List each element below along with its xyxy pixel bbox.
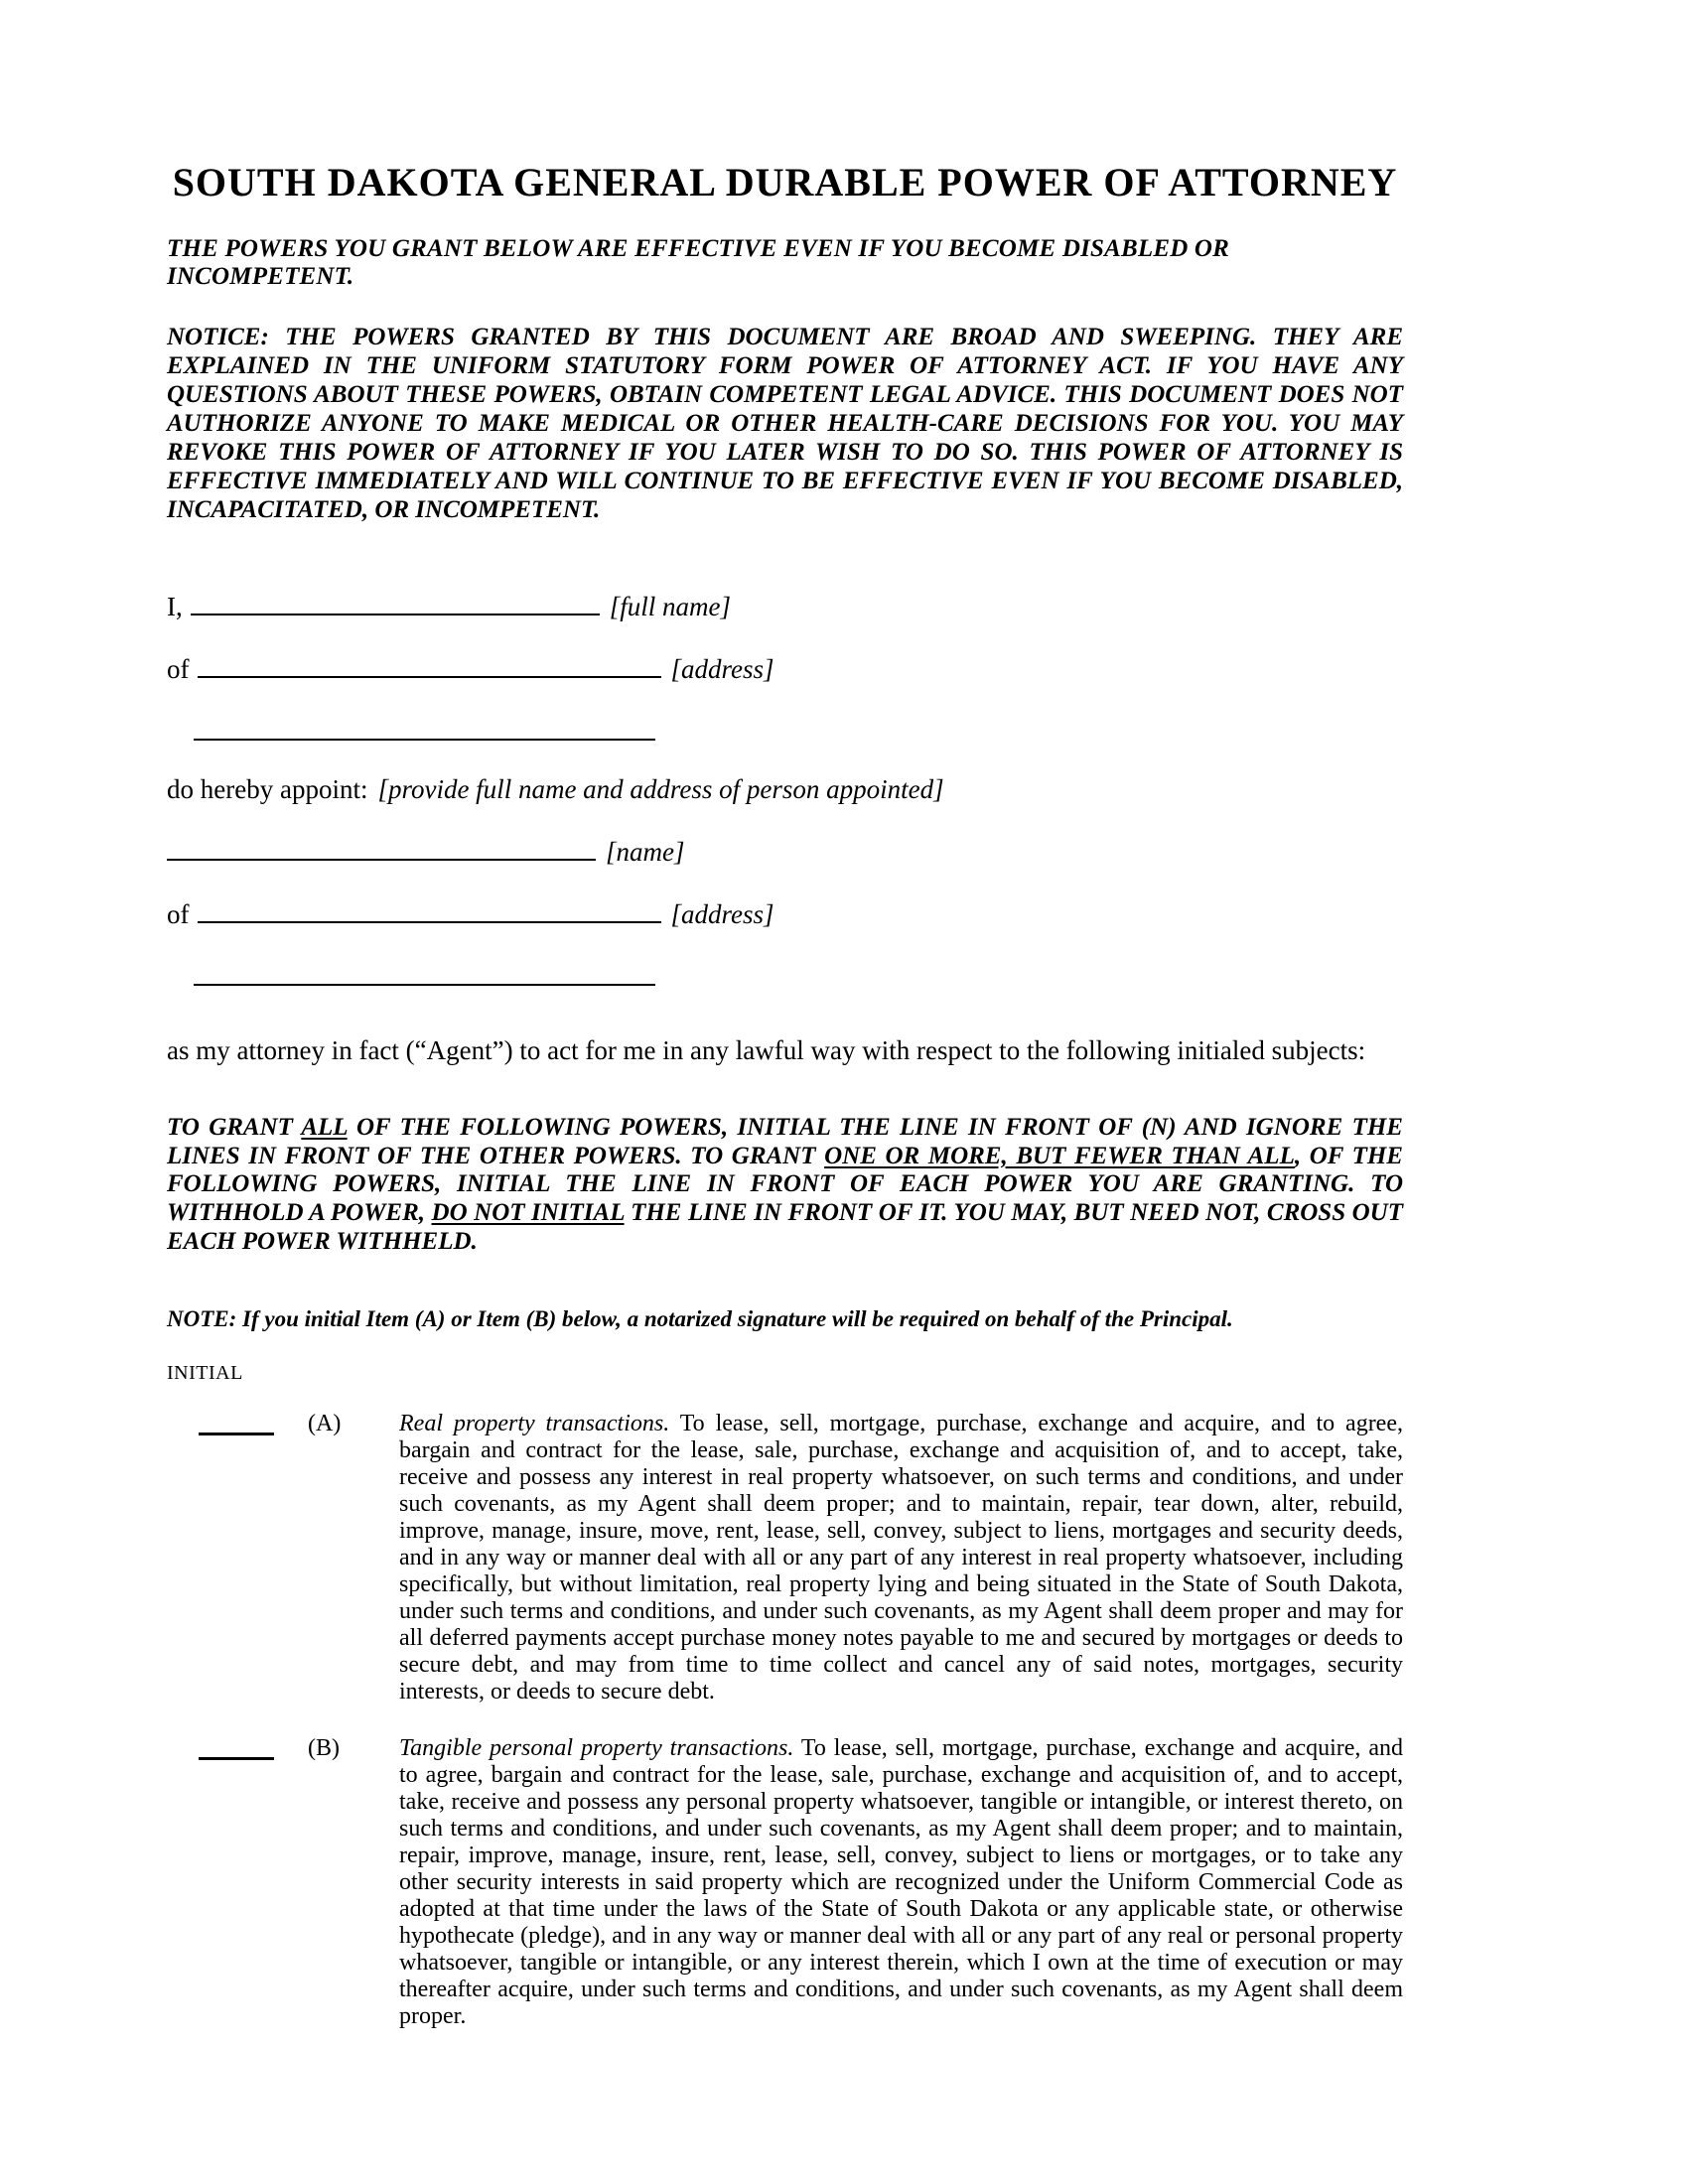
power-body-a	[399, 1411, 1403, 1706]
power-label-b: (B)	[308, 1734, 340, 1761]
agent-clause: as my attorney in fact (“Agent”) to act for me in any lawful way with respect to the following initialed subjects:	[167, 1035, 1366, 1065]
power-title-b: Tangible personal property transactions.	[399, 1734, 794, 1761]
principal-name-line	[167, 584, 1403, 624]
principal-address-field-2[interactable]	[194, 709, 655, 741]
grant-text-3: , OF THE FOLLOWING POWERS, INITIAL THE LINE IN FRONT OF EACH POWER YOU ARE GRANTING. TO WITHHOLD A POWER,	[167, 1142, 1403, 1226]
grant-instruction	[167, 1114, 1403, 1257]
initial-column	[167, 1735, 308, 2030]
principal-address-field[interactable]	[198, 646, 661, 678]
agent-address-line	[167, 891, 1403, 932]
grant-underlined-do-not-initial: DO NOT INITIAL	[431, 1199, 625, 1226]
initial-column	[167, 1411, 308, 1706]
principal-address-line	[167, 646, 1403, 687]
agent-address-line-2	[167, 954, 1403, 995]
grant-text-1: TO GRANT	[167, 1113, 302, 1141]
initial-heading: INITIAL	[167, 1361, 243, 1384]
appoint-lead-hint: [provide full name and address of person appointed]	[377, 774, 944, 804]
agent-address-field[interactable]	[198, 891, 661, 923]
power-body-b	[399, 1735, 1403, 2030]
full-name-hint: [full name]	[609, 592, 732, 621]
power-title-a: Real property transactions.	[399, 1410, 670, 1436]
power-item-a	[167, 1411, 1403, 1706]
power-label-a: (A)	[308, 1410, 342, 1436]
appoint-lead-label: do hereby appoint:	[167, 774, 368, 804]
address-hint: [address]	[670, 654, 774, 684]
agent-address-field-2[interactable]	[194, 954, 655, 986]
grant-underlined-all: ALL	[301, 1113, 348, 1141]
grant-text-2: OF THE FOLLOWING POWERS, INITIAL THE LINE IN FRONT OF (N) AND IGNORE THE LINES IN FRONT OF THE OTHER POWERS. TO GRANT	[167, 1113, 1403, 1169]
document-title: SOUTH DAKOTA GENERAL DURABLE POWER OF ATTORNEY	[172, 160, 1398, 205]
name-hint: [name]	[606, 837, 685, 867]
effectiveness-tagline: THE POWERS YOU GRANT BELOW ARE EFFECTIVE EVEN IF YOU BECOME DISABLED OR INCOMPETENT.	[167, 235, 1230, 290]
appoint-lead-line	[167, 771, 1403, 807]
of-label: of	[167, 654, 190, 684]
principal-name-field[interactable]	[191, 584, 600, 615]
of-label: of	[167, 899, 190, 929]
power-text-a: To lease, sell, mortgage, purchase, exchange and acquire, and to agree, bargain and contract for the lease, sale, purchase, exchange and acquisition of, and to accept, take, receive and possess any interest in real property whatsoever, on such terms and conditions, and under such covenants, as my Agent shall deem proper; and to maintain, repair, tear down, alter, rebuild, improve, manage, insure, move, rent, lease, sell, convey, subject to liens, mortgages and security deeds, and in any way or manner deal with all or any part of any interest in real property whatsoever, including specifically, but without limitation, real property lying and being situated in the State of South Dakota, under such terms and conditions, and under such covenants, as my Agent shall deem proper and may for all deferred payments accept purchase money notes payable to me and secured by mortgages or deeds to secure debt, and may from time to time collect and cancel any of said notes, mortgages, security interests, or deeds to secure debt.	[399, 1410, 1403, 1705]
initial-field-b[interactable]	[199, 1757, 274, 1760]
grant-underlined-one-or-more: ONE OR MORE, BUT FEWER THAN ALL	[824, 1142, 1295, 1169]
principal-address-line-2	[167, 709, 1403, 750]
address-hint: [address]	[670, 899, 774, 929]
i-label: I,	[167, 592, 183, 621]
agent-name-line	[167, 829, 1403, 870]
power-text-b: To lease, sell, mortgage, purchase, exchange and acquire, and to agree, bargain and contract for the lease, sale, purchase, exchange and acquisition of, and to accept, take, receive and possess any personal property whatsoever, tangible or intangible, or interest thereto, on such terms and conditions, and under such covenants, as my Agent shall deem proper; and to maintain, repair, improve, manage, insure, rent, lease, sell, convey, subject to liens or mortgages, or to take any other security interests in said property which are recognized under the Uniform Commercial Code as adopted at that time under the laws of the State of South Dakota or any applicable state, or otherwise hypothecate (pledge), and in any way or manner deal with all or any part of any real or personal property whatsoever, tangible or intangible, or any interest therein, which I own at the time of execution or may thereafter acquire, under such terms and conditions, and under such covenants, as my Agent shall deem proper.	[399, 1734, 1403, 2029]
grant-text-4: THE LINE IN FRONT OF IT. YOU MAY, BUT NEED NOT, CROSS OUT EACH POWER WITHHELD.	[167, 1199, 1403, 1255]
notice-paragraph: NOTICE: THE POWERS GRANTED BY THIS DOCUMENT ARE BROAD AND SWEEPING. THEY ARE EXPLAINED IN THE UNIFORM STATUTORY FORM POWER OF ATTORNEY ACT. IF YOU HAVE ANY QUESTIONS ABOUT THESE POWERS, OBTAIN COMPETENT LEGAL ADVICE. THIS DOCUMENT DOES NOT AUTHORIZE ANYONE TO MAKE MEDICAL OR OTHER HEALTH-CARE DECISIONS FOR YOU. YOU MAY REVOKE THIS POWER OF ATTORNEY IF YOU LATER WISH TO DO SO. THIS POWER OF ATTORNEY IS EFFECTIVE IMMEDIATELY AND WILL CONTINUE TO BE EFFECTIVE EVEN IF YOU BECOME DISABLED, INCAPACITATED, OR INCOMPETENT.	[167, 324, 1403, 523]
power-item-b	[167, 1735, 1403, 2030]
initial-field-a[interactable]	[199, 1433, 274, 1435]
notarization-note: NOTE: If you initial Item (A) or Item (B) below, a notarized signature will be required on behalf of the Principal.	[167, 1305, 1233, 1331]
agent-name-field[interactable]	[167, 829, 596, 861]
